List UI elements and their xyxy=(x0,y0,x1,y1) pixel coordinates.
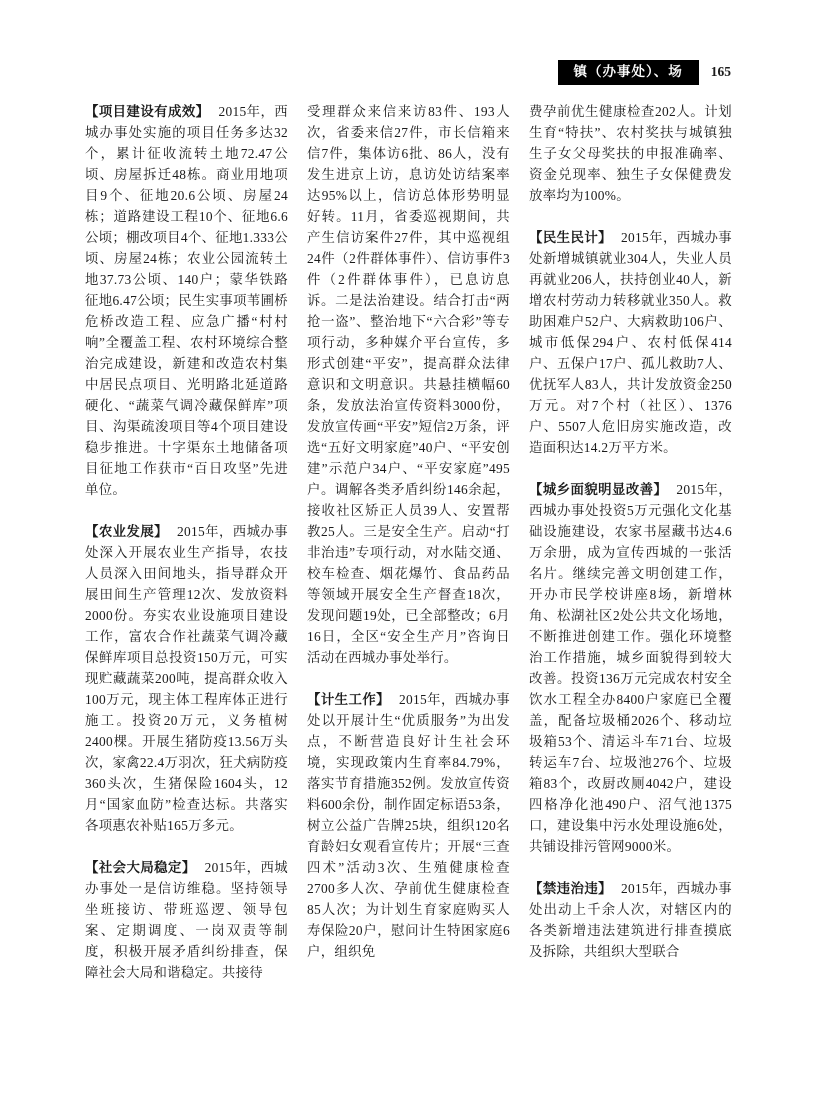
article-text: 受理群众来信来访83件、193人次，省委来信27件，市长信箱来信7件，集体访6批、86人，没有发生进京上访，息访处访结案率达95%以上，信访总体形势明显好转。11月，省委巡视期间，共产生信访案件27件，其中巡视组24件（2件群体事件）、信访事件3件（2件群体事件），已息访息诉。二是法治建设。结合打击“两抢一盗”、整治地下“六合彩”等专项行动，多种媒介平台宣传，多形式创建“平安”，提高群众法律意识和文明意识。共悬挂横幅60条，发放法治宣传资料3000份，发放宣传画“平安”短信2万条，评选“五好文明家庭”40户、“平安创建”示范户34户、“平安家庭”495户。调解各类矛盾纠纷146余起，接收社区矫正人员39人、安置帮教25人。三是安全生产。启动“打非治违”专项行动，对水陆交通、校车检查、烟花爆竹、食品药品等领域开展安全生产督查18次，发现问题19处，已全部整改；6月16日，全区“安全生产月”咨询日活动在西城办事处举行。 xyxy=(307,103,510,665)
article-text: 2015年，西城办事处以开展计生“优质服务”为出发点，不断营造良好计生社会环境，实现政策内生育率84.79%，落实节育措施352例。发放宣传资料600余份，制作固定标语53条，树立公益广告牌25块，组织120名育龄妇女观看宣传片；开展“三查四术”活动3次、生殖健康检查2700多人次、孕前优生健康检查85人次；为计划生育家庭购买人寿保险20户，慰问计生特困家庭6户，组织免 xyxy=(307,691,510,959)
text-column-3 xyxy=(529,101,732,1004)
text-column-1 xyxy=(85,101,288,1004)
page-number: 165 xyxy=(710,64,731,80)
article-text: 2015年，西城办事处投资5万元强化文化基础设施建设，农家书屋藏书达4.6万余册，成为宣传西城的一张活名片。继续完善文明创建工作，开办市民学校讲座8场，新增林角、松湖社区2处公共文化场地，不断推进创建工作。强化环境整治工作措施，城乡面貌得到较大改善。投资136万元完成农村安全饮水工程全办8400户家庭已全覆盖，配备垃圾桶2026个、移动垃圾箱53个、清运斗车71台、垃圾转运车7台、垃圾池276个、垃圾箱83个，改厨改厕4042户，建设四格净化池490户、沼气池1375口，建设集中污水处理设施6处，共铺设排污管网9000米。 xyxy=(529,481,732,854)
article-text: 2015年，西城办事处实施的项目任务多达32个，累计征收流转土地72.47公顷、房屋拆迁48栋。商业用地项目9个、征地20.6公顷、房屋24栋；道路建设工程10个、征地6.6公顷；棚改项目4个、征地1.333公顷、房屋24栋；农业公园流转土地37.73公顷、140户；蒙华铁路征地6.47公顷；民生实事项苇圃桥危桥改造工程、应急广播“村村响”全覆盖工程、农村环境综合整治完成建设，新建和改造农村集中居民点项目、光明路北延道路硬化、“蔬菜气调冷藏保鲜库”项目、沟渠疏浚项目等4个项目建设稳步推进。十字渠东土地储备项目征地工作获市“百日攻坚”先进单位。 xyxy=(85,103,288,497)
article-text: 2015年，西城办事处一是信访维稳。坚持领导坐班接访、带班巡逻、领导包案、定期调度、一岗双责等制度，积极开展矛盾纠纷排查，保障社会大局和谐稳定。共接待 xyxy=(85,859,288,980)
article-heading: 【社会大局稳定】 xyxy=(85,859,196,875)
article-text: 2015年，西城办事处深入开展农业生产指导，农技人员深入田间地头，指导群众开展田间生产管理12次、发放资料2000份。夯实农业设施项目建设工作，富农合作社蔬菜气调冷藏保鲜库项目总投资150万元，可实现贮藏蔬菜200吨，提高群众收入100万元，现主体工程库体正进行施工。投资20万元，义务植树2400棵。开展生猪防疫13.56万头次，家禽22.4万羽次，狂犬病防疫360头次，生猪保险1604头，12月“国家血防”检查达标。共落实各项惠农补贴165万多元。 xyxy=(85,523,288,833)
article-block xyxy=(529,479,732,857)
article-text: 2015年，西城办事处出动上千余人次，对辖区内的各类新增违法建筑进行排查摸底及拆除，共组织大型联合 xyxy=(529,880,732,959)
article-heading: 【农业发展】 xyxy=(85,523,169,539)
article-heading: 【计生工作】 xyxy=(307,691,391,707)
article-block xyxy=(307,101,510,668)
article-heading: 【项目建设有成效】 xyxy=(85,103,210,119)
article-heading: 【民生民计】 xyxy=(529,229,613,245)
article-block xyxy=(307,689,510,962)
article-heading: 【城乡面貌明显改善】 xyxy=(529,481,668,497)
article-block xyxy=(529,101,732,206)
article-block xyxy=(529,227,732,458)
text-columns xyxy=(85,101,731,1004)
article-block xyxy=(85,857,288,983)
article-block xyxy=(85,101,288,500)
text-column-2 xyxy=(307,101,510,1004)
article-block xyxy=(529,878,732,962)
section-title-bar: 镇（办事处）、场 xyxy=(558,60,699,85)
article-text: 费孕前优生健康检查202人。计划生育“特扶”、农村奖扶与城镇独生子女父母奖扶的申报准确率、资金兑现率、独生子女保健费发放率均为100%。 xyxy=(529,103,732,203)
page-header xyxy=(85,60,731,85)
article-text: 2015年，西城办事处新增城镇就业304人，失业人员再就业206人，扶持创业40人，新增农村劳动力转移就业350人。救助困难户52户、大病救助106户、城市低保294户、农村低保414户、五保户17户、孤儿救助7人、优抚军人83人，共计发放资金250万元。对7个村（社区）、1376户、5507人危旧房实施改造，改造面积达14.2万平方米。 xyxy=(529,229,732,455)
article-heading: 【禁违治违】 xyxy=(529,880,613,896)
article-block xyxy=(85,521,288,836)
